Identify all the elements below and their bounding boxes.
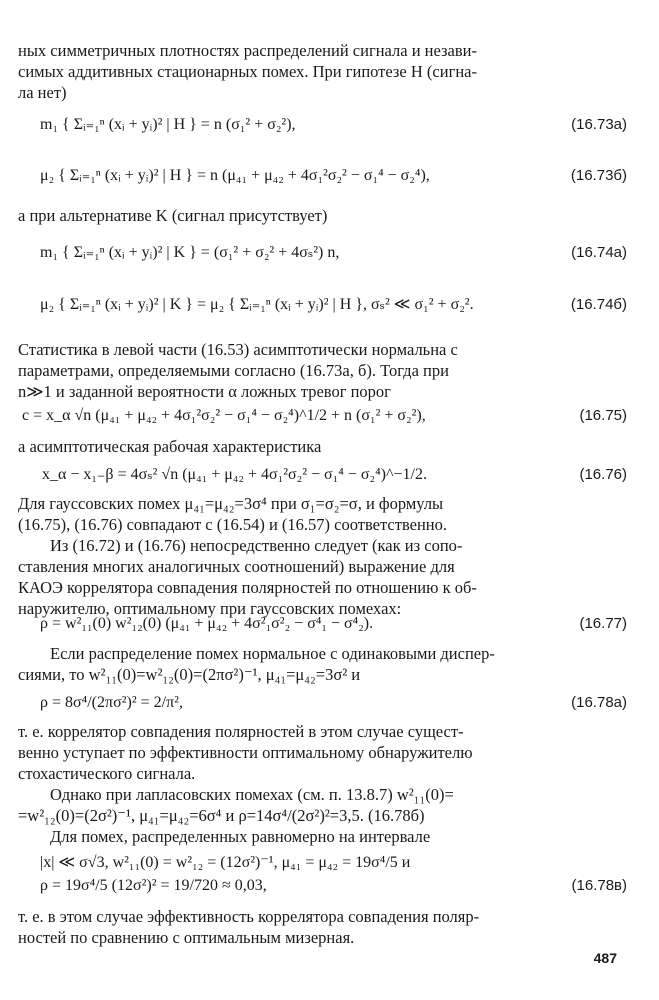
paragraph-inferior (18, 721, 643, 847)
text-line: т. е. коррелятор совпадения полярностей в этом случае сущест- (18, 722, 464, 741)
equation-16-73a (0, 112, 659, 138)
text-line: наружителю, оптимальному при гауссовских помехах: (18, 599, 402, 618)
text-line: венно уступает по эффективности оптимальному обнаружителю (18, 743, 473, 762)
equation-16-73b (0, 163, 659, 189)
equation-number: (16.74а) (571, 244, 627, 261)
equation-number: (16.76) (579, 466, 627, 483)
text-line: параметрами, определяемыми согласно (16.73а, б). Тогда при (18, 361, 449, 380)
text-line: ностей по сравнению с оптимальным мизерная. (18, 928, 355, 947)
equation-16-76 (0, 462, 659, 488)
equation-number: (16.73б) (570, 167, 627, 184)
text-line: Из (16.72) и (16.76) непосредственно следует (как из сопо- (50, 536, 463, 555)
equation-number: (16.78в) (571, 877, 627, 894)
equation-formula: μ₂ { Σᵢ₌₁ⁿ (xᵢ + yᵢ)² | K } = μ₂ { Σᵢ₌₁ⁿ (xᵢ + yᵢ)² | H }, σₛ² ≪ σ₁² + σ₂². (40, 296, 474, 313)
text-line: стохастического сигнала. (18, 764, 196, 783)
paragraph-characteristic (18, 436, 643, 457)
text-line: а при альтернативе K (сигнал присутствует) (18, 206, 328, 225)
equation-16-74b (0, 292, 659, 318)
equation-number: (16.75) (579, 407, 627, 424)
equation-formula: ρ = w²₁₁(0) w²₁₂(0) (μ₄₁ + μ₄₂ + 4σ²₁σ²₂ − σ⁴₁ − σ⁴₂). (40, 615, 374, 632)
text-line: (16.75), (16.76) совпадают с (16.54) и (16.57) соответственно. (18, 515, 447, 534)
text-line: симых аддитивных стационарных помех. При гипотезе H (сигна- (18, 62, 477, 81)
text-line: т. е. в этом случае эффективность коррелятора совпадения поляр- (18, 907, 480, 926)
equation-16-77 (0, 611, 659, 637)
page-number: 487 (593, 950, 617, 966)
paragraph-intro (18, 40, 643, 103)
text-line: КАОЭ коррелятора совпадения полярностей по отношению к об- (18, 578, 477, 597)
equation-16-75 (0, 403, 659, 429)
text-line: =w²₁₂(0)=(2σ²)⁻¹, μ₄₁=μ₄₂=6σ⁴ и ρ=14σ⁴/(2σ²)²=3,5. (16.78б) (18, 806, 425, 825)
equation-number: (16.77) (579, 615, 627, 632)
equation-formula: m₁ { Σᵢ₌₁ⁿ (xᵢ + yᵢ)² | H } = n (σ₁² + σ₂²), (40, 116, 296, 133)
paragraph-conclusion (18, 906, 643, 948)
equation-formula: ρ = 19σ⁴/5 (12σ²)² = 19/720 ≈ 0,03, (40, 877, 267, 894)
equation-formula: x_α − x₁₋β = 4σₛ² √n (μ₄₁ + μ₄₂ + 4σ₁²σ₂² − σ₁⁴ − σ₂⁴)^−1/2. (42, 466, 427, 483)
equation-formula: ρ = 8σ⁴/(2πσ²)² = 2/π², (40, 694, 183, 711)
equation-16-78v-line2 (0, 873, 659, 899)
equation-formula: c = x_α √n (μ₄₁ + μ₄₂ + 4σ₁²σ₂² − σ₁⁴ − σ₂⁴)^1/2 + n (σ₁² + σ₂²), (22, 407, 426, 424)
paragraph-alternative (18, 205, 643, 226)
equation-formula: m₁ { Σᵢ₌₁ⁿ (xᵢ + yᵢ)² | K } = (σ₁² + σ₂² + 4σₛ²) n, (40, 244, 340, 261)
text-line: Статистика в левой части (16.53) асимптотически нормальна с (18, 340, 458, 359)
text-line: Для помех, распределенных равномерно на интервале (50, 827, 431, 846)
paragraph-statistics (18, 339, 643, 402)
text-line: ставления многих аналогичных соотношений) выражение для (18, 557, 455, 576)
equation-number: (16.73а) (571, 116, 627, 133)
text-line: ла нет) (18, 83, 67, 102)
equation-formula: |x| ≪ σ√3, w²₁₁(0) = w²₁₂ = (12σ²)⁻¹, μ₄₁ = μ₄₂ = 19σ⁴/5 и (40, 854, 411, 871)
text-line: n≫1 и заданной вероятности α ложных тревог порог (18, 382, 391, 401)
equation-number: (16.78а) (571, 694, 627, 711)
equation-16-74a (0, 240, 659, 266)
equation-16-78a (0, 690, 659, 716)
text-line: Для гауссовских помех μ₄₁=μ₄₂=3σ⁴ при σ₁=σ₂=σ, и формулы (18, 494, 444, 513)
text-line: Однако при лапласовских помехах (см. п. 13.8.7) w²₁₁(0)= (50, 785, 454, 804)
text-line: Если распределение помех нормальное с одинаковыми диспер- (50, 644, 495, 663)
paragraph-gaussian (18, 493, 643, 619)
text-line: сиями, то w²₁₁(0)=w²₁₂(0)=(2πσ²)⁻¹, μ₄₁=μ₄₂=3σ² и (18, 665, 361, 684)
text-line: а асимптотическая рабочая характеристика (18, 437, 322, 456)
text-line: ных симметричных плотностях распределений сигнала и незави- (18, 41, 477, 60)
equation-formula: μ₂ { Σᵢ₌₁ⁿ (xᵢ + yᵢ)² | H } = n (μ₄₁ + μ₄₂ + 4σ₁²σ₂² − σ₁⁴ − σ₂⁴), (40, 167, 430, 184)
paragraph-normal (18, 643, 643, 685)
equation-number: (16.74б) (570, 296, 627, 313)
